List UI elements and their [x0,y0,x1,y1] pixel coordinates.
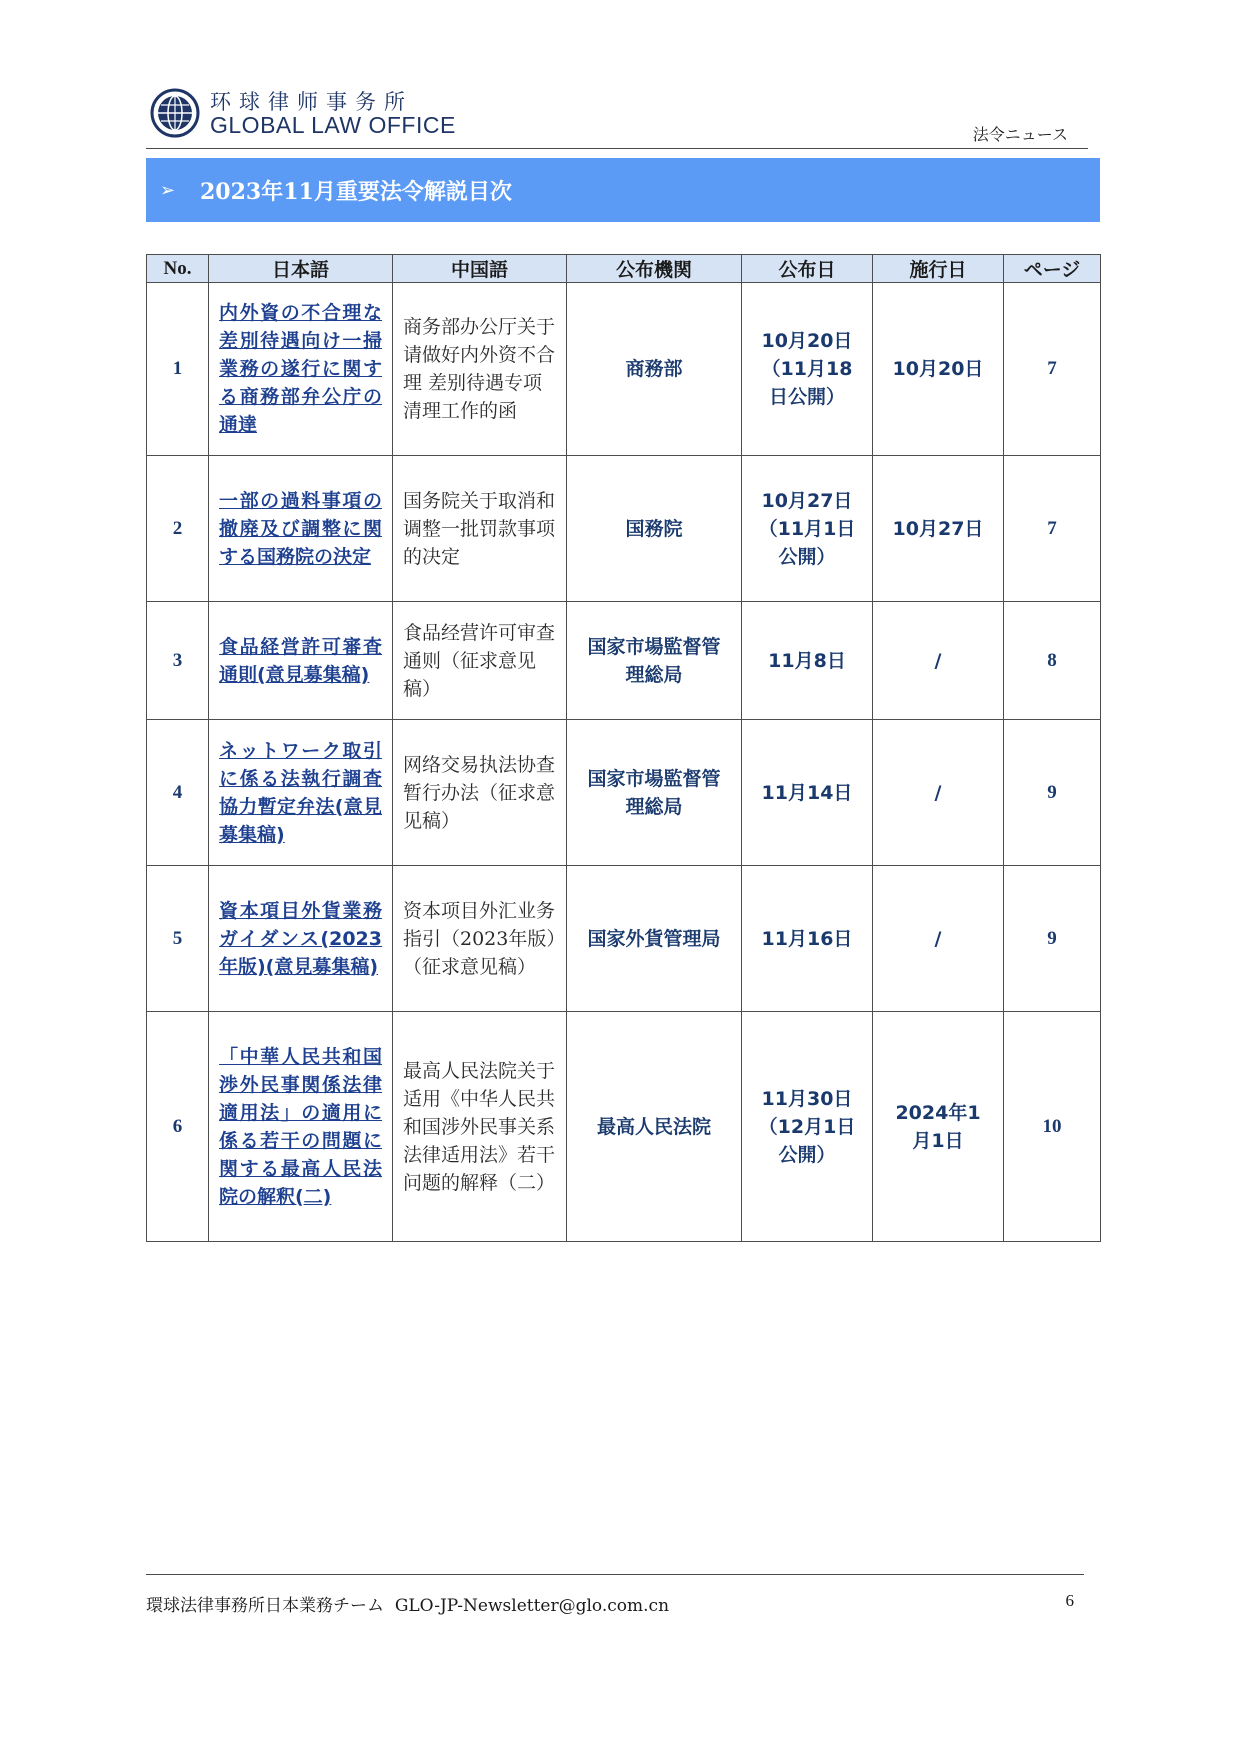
row-publish-date: 10月20日 （11月18 日公開） [742,283,873,456]
row-issuer: 国家市場監督管 理総局 [567,602,742,720]
row-chinese: 网络交易执法协查暂行办法（征求意见稿） [393,720,567,866]
row-page: 7 [1004,456,1101,602]
row-effective-date: / [873,602,1004,720]
table-header-row [147,255,1101,283]
row-chinese: 资本项目外汇业务指引（2023年版）（征求意见稿） [393,866,567,1012]
row-effective-date: 2024年1 月1日 [873,1012,1004,1242]
row-issuer: 最高人民法院 [567,1012,742,1242]
row-issuer: 国家市場監督管 理総局 [567,720,742,866]
row-issuer: 国家外貨管理局 [567,866,742,1012]
row-chinese: 商务部办公厅关于请做好内外资不合理 差别待遇专项清理工作的函 [393,283,567,456]
row-no: 2 [147,456,209,602]
row-publish-date: 11月16日 [742,866,873,1012]
row-effective-date: 10月27日 [873,456,1004,602]
page-header [146,82,1088,149]
section-title: 2023年11月重要法令解説目次 [200,178,512,205]
row-issuer: 国務院 [567,456,742,602]
header-page: ページ [1004,255,1101,283]
row-japanese-cell [209,1012,393,1242]
firm-name-chinese: 环球律师事务所 [210,90,413,114]
section-banner [146,158,1100,222]
toc-table [146,254,1101,1242]
row-japanese-cell [209,456,393,602]
header-issuer: 公布機関 [567,255,742,283]
firm-name-english: GLOBAL LAW OFFICE [210,112,456,138]
header-effective-date: 施行日 [873,255,1004,283]
footer-contact [146,1591,669,1616]
row-no: 6 [147,1012,209,1242]
row-chinese: 最高人民法院关于适用《中华人民共和国涉外民事关系法律适用法》若干问题的解释（二） [393,1012,567,1242]
row-page: 8 [1004,602,1101,720]
table-row [147,602,1101,720]
row-publish-date: 11月30日 （12月1日 公開） [742,1012,873,1242]
row-no: 5 [147,866,209,1012]
row-japanese-cell [209,602,393,720]
law-link[interactable]: 内外資の不合理な差別待遇向け一掃業務の遂行に関する商務部弁公庁の通達 [219,302,382,436]
page-footer [146,1574,1084,1616]
table-row [147,456,1101,602]
row-effective-date: / [873,720,1004,866]
header-chinese: 中国語 [393,255,567,283]
row-page: 9 [1004,720,1101,866]
row-page: 7 [1004,283,1101,456]
arrow-bullet-icon: ➢ [160,179,176,201]
law-link[interactable]: 食品経営許可審査通則(意見募集稿) [219,635,382,686]
law-link[interactable]: ネットワーク取引に係る法執行調査協力暫定弁法(意見募集稿) [219,739,382,846]
page-number: 6 [1065,1591,1074,1610]
row-japanese-cell [209,283,393,456]
row-page: 9 [1004,866,1101,1012]
row-chinese: 国务院关于取消和调整一批罚款事项的决定 [393,456,567,602]
row-publish-date: 10月27日 （11月1日 公開） [742,456,873,602]
header-japanese: 日本語 [209,255,393,283]
row-publish-date: 11月8日 [742,602,873,720]
row-page: 10 [1004,1012,1101,1242]
globe-logo-icon [150,88,200,138]
law-link[interactable]: 一部の過料事項の撤廃及び調整に関する国務院の決定 [219,489,382,568]
table-row [147,1012,1101,1242]
row-japanese-cell [209,720,393,866]
row-no: 3 [147,602,209,720]
newsletter-name: 法令ニュース [972,125,1068,144]
table-row [147,283,1101,456]
footer-email: GLO-JP-Newsletter@glo.com.cn [394,1596,670,1616]
table-row [147,866,1101,1012]
header-publish-date: 公布日 [742,255,873,283]
row-no: 4 [147,720,209,866]
row-japanese-cell [209,866,393,1012]
row-no: 1 [147,283,209,456]
footer-team: 環球法律事務所日本業務チーム [146,1596,384,1616]
law-link[interactable]: 資本項目外貨業務ガイダンス(2023年版)(意見募集稿) [219,899,382,978]
table-row [147,720,1101,866]
row-chinese: 食品经营许可审查通则（征求意见稿） [393,602,567,720]
row-effective-date: 10月20日 [873,283,1004,456]
row-effective-date: / [873,866,1004,1012]
law-link[interactable]: 「中華人民共和国渉外民事関係法律適用法」の適用に係る若干の問題に関する最高人民法院の解釈(二) [219,1045,382,1208]
row-issuer: 商務部 [567,283,742,456]
row-publish-date: 11月14日 [742,720,873,866]
header-no: No. [147,255,209,283]
